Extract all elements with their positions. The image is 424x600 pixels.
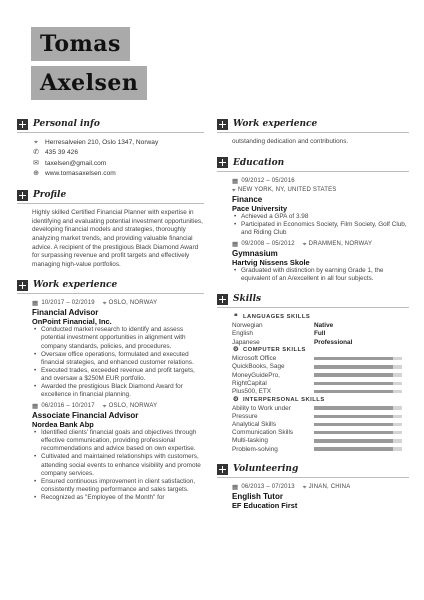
plus-square-icon: [217, 157, 228, 168]
list-item: • Ensured continuous improvement in client satisfaction, consistently meeting performance and sales targets.: [32, 478, 204, 494]
entry-org: Nordea Bank Abp: [32, 420, 94, 430]
skill-level-bar: [314, 406, 402, 410]
skill-level-bar: [314, 357, 402, 361]
skill-level: Native: [314, 322, 334, 330]
skill-row: [217, 420, 409, 428]
skill-row: [217, 387, 409, 395]
skill-level-fill: [314, 390, 393, 394]
calendar-icon: ▦: [232, 484, 239, 492]
skill-name: Microsoft Office: [232, 355, 277, 363]
entry-dates: 09/2008 – 05/2012: [241, 240, 295, 247]
entry-bullets: [32, 429, 204, 502]
profile-section: [17, 187, 204, 269]
contact-website: [17, 169, 204, 179]
volunteering-section: [217, 461, 409, 510]
skill-row: [217, 404, 409, 412]
skill-level-bar: [314, 365, 402, 369]
contact-phone: [17, 148, 204, 158]
language-row: [217, 338, 409, 346]
skill-level-bar: [314, 447, 402, 451]
entry-bullets: [32, 326, 204, 399]
email-icon: ✉: [33, 159, 39, 167]
entry-location: JINAN, CHINA: [308, 484, 351, 491]
section-title: Volunteering: [233, 464, 299, 475]
globe-icon: ⊕: [33, 169, 39, 177]
skill-level-bar: [314, 415, 402, 419]
skill-row: [217, 429, 409, 437]
location-icon: ⌖: [232, 186, 236, 194]
gear-icon: ⚙: [232, 346, 240, 354]
skill-name: Norwegian: [232, 322, 263, 330]
education-entry: [217, 177, 409, 237]
entry-bullets: [232, 213, 409, 237]
languages-skills-header: [217, 313, 409, 322]
entry-org: OnPoint Financial, Inc.: [32, 317, 112, 327]
interpersonal-skills-header: [217, 396, 409, 405]
list-item: • Recognized as "Employee of the Month" for: [32, 494, 204, 502]
section-title: Work experience: [233, 119, 318, 129]
calendar-icon: ▦: [232, 240, 239, 248]
entry-role: Financial Advisor: [32, 308, 99, 318]
education-section: [217, 155, 409, 283]
plus-square-icon: [217, 119, 228, 130]
entry-location: NEW YORK, NY, UNITED STATES: [237, 186, 337, 193]
calendar-icon: ▦: [32, 300, 39, 308]
entry-org: EF Education First: [232, 501, 298, 511]
skill-level: Full: [314, 330, 326, 338]
list-item: • Identified clients' financial goals and objectives through effective communication, providing professional recommendations and advice based on own expertise.: [32, 429, 204, 453]
last-name: Axelsen: [40, 70, 139, 96]
education-entry: [217, 240, 409, 283]
skill-level-bar: [314, 373, 402, 377]
computer-skills-list: [217, 355, 409, 396]
skill-row: [217, 355, 409, 363]
location-icon: ⌖: [302, 240, 307, 248]
section-title: Skills: [233, 294, 262, 305]
skill-level-fill: [314, 431, 393, 435]
section-header: [17, 116, 204, 133]
skill-group-title: INTERPERSONAL SKILLS: [243, 396, 325, 403]
entry-org: Pace University: [232, 203, 288, 213]
skill-level-fill: [314, 415, 393, 419]
skill-level-fill: [314, 447, 393, 451]
skill-group-title: LANGUAGES SKILLS: [243, 314, 311, 321]
work-continued-text: outstanding dedication and contributions.: [232, 138, 349, 145]
skill-level-bar: [314, 423, 402, 427]
section-title: Education: [233, 157, 285, 168]
section-header: [17, 187, 204, 204]
skill-row: [217, 445, 409, 453]
first-name-box: [31, 27, 130, 61]
entry-role: Finance: [232, 194, 263, 204]
work-entry: [17, 299, 204, 399]
plus-square-icon: [217, 294, 228, 305]
entry-bullets: [232, 267, 409, 283]
skills-section: [217, 291, 409, 453]
skill-level: Professional: [314, 338, 353, 346]
skill-level-fill: [314, 373, 393, 377]
entry-dates: 10/2017 – 02/2019: [41, 300, 95, 307]
skill-row: [217, 437, 409, 445]
interpersonal-skills-list: [217, 404, 409, 453]
section-header: [217, 116, 409, 133]
entry-dates: 06/2016 – 10/2017: [41, 403, 95, 410]
section-header: [217, 461, 409, 478]
personal-info-section: [17, 116, 204, 179]
list-item: • Awarded the prestigious Black Diamond Award for excellence in financial planning.: [32, 383, 204, 399]
section-title: Work experience: [33, 280, 118, 291]
skill-name: Communication Skills: [232, 429, 294, 437]
plus-square-icon: [17, 190, 28, 201]
entry-meta: [232, 186, 409, 195]
section-title: Personal info: [33, 119, 100, 129]
section-header: [217, 155, 409, 172]
gear-icon: ⚙: [232, 395, 240, 403]
skill-name: MoneyGuidePro,: [232, 371, 280, 379]
contact-text: taxelsen@gmail.com: [45, 159, 107, 167]
skill-level-fill: [314, 439, 393, 443]
list-item: • Conducted market research to identify and assess potential investment opportunities in alignment with company standards, policies, and procedures.: [32, 326, 204, 350]
entry-meta: [232, 240, 409, 249]
skill-level-bar: [314, 382, 402, 386]
calendar-icon: ▦: [232, 177, 239, 185]
location-icon: ⌖: [102, 300, 107, 308]
phone-icon: ✆: [33, 149, 39, 157]
list-item: • Achieved a GPA of 3.98: [232, 213, 409, 221]
skill-row: [217, 412, 409, 420]
skill-level-fill: [314, 365, 393, 369]
language-row: [217, 330, 409, 338]
list-item: • Graduated with distinction by earning Grade 1, the equivalent of an A/excellent in all four subjects.: [232, 267, 409, 283]
location-icon: ⌖: [34, 139, 38, 146]
entry-meta: [232, 177, 409, 186]
first-name: Tomas: [40, 31, 121, 57]
plus-square-icon: [17, 119, 28, 130]
plus-square-icon: [217, 464, 228, 475]
skill-row: [217, 371, 409, 379]
skill-level-fill: [314, 357, 393, 361]
entry-location: OSLO, NORWAY: [108, 300, 158, 307]
contact-email: [17, 159, 204, 169]
skill-name: Multi-tasking: [232, 437, 268, 445]
entry-role: Associate Financial Advisor: [32, 411, 139, 421]
last-name-box: [31, 66, 147, 100]
skill-name: Japanese: [232, 338, 260, 346]
contact-address: [17, 138, 204, 148]
location-icon: ⌖: [102, 403, 107, 411]
entry-meta: [232, 483, 409, 492]
entry-location: DRAMMEN, NORWAY: [308, 240, 373, 247]
section-title: Profile: [33, 190, 67, 201]
plus-square-icon: [17, 280, 28, 291]
work-entry: [17, 402, 204, 502]
entry-role: Gymnasium: [232, 248, 278, 258]
skill-row: [217, 379, 409, 387]
entry-location: OSLO, NORWAY: [108, 403, 158, 410]
skill-level-fill: [314, 382, 393, 386]
section-header: [217, 291, 409, 308]
entry-meta: [32, 299, 204, 308]
skill-level-fill: [314, 406, 393, 410]
skill-name: English: [232, 330, 253, 338]
skill-group-title: COMPUTER SKILLS: [243, 347, 306, 354]
skill-name: Plus500, ETX: [232, 387, 272, 395]
left-column: [17, 116, 204, 510]
language-row: [217, 322, 409, 330]
right-column: [217, 116, 409, 518]
list-item: • Participated in Economics Society, Film Society, Golf Club, and Riding Club: [232, 221, 409, 237]
list-item: • Cultivated and maintained relationships with customers, attending social events to enhance visibility and promote company services.: [32, 453, 204, 477]
entry-meta: [32, 402, 204, 411]
profile-text: Highly skilled Certified Financial Planner with expertise in identifying and evaluating potential investment opportunities, developing financial models and strategies, thoroughly analyzing market trends, and providing valuable financial advice. A recipient of the prestigious Black Diamond Award for surpassing revenue and profit targets and effectively managing high-value portfolios.: [32, 209, 203, 268]
list-item: • Executed trades, exceeded revenue and profit targets, and oversaw a $250M EUR portfolio.: [32, 367, 204, 383]
contact-text: www.tomasaxelsen.com: [45, 169, 116, 177]
contact-text: Herresalveien 210, Oslo 1347, Norway: [45, 139, 159, 146]
list-item: • Oversaw office operations, formulated and executed financial strategies, and enhanced customer relations.: [32, 351, 204, 367]
calendar-icon: ▦: [32, 403, 39, 411]
skill-level-fill: [314, 423, 393, 427]
skill-name: Problem-solving: [232, 445, 278, 453]
skill-name: Ability to Work under: [232, 404, 291, 412]
entry-dates: 09/2012 – 05/2016: [241, 177, 295, 184]
skill-name: QuickBooks, Sage: [232, 363, 285, 371]
skill-level-bar: [314, 439, 402, 443]
skill-level-bar: [314, 431, 402, 435]
skill-level-bar: [314, 390, 402, 394]
skill-name: RightCapital: [232, 379, 267, 387]
skill-name: Pressure: [232, 412, 258, 420]
computer-skills-header: [217, 346, 409, 355]
work-experience-section: [17, 277, 204, 502]
volunteer-entry: [217, 483, 409, 510]
entry-role: English Tutor: [232, 492, 283, 502]
contact-text: 435 39 426: [45, 149, 79, 157]
location-icon: ⌖: [302, 484, 307, 492]
skill-name: Analytical Skills: [232, 421, 277, 429]
entry-dates: 06/2013 – 07/2013: [241, 484, 295, 491]
section-header: [17, 277, 204, 294]
speech-bubble-icon: ❝: [234, 313, 238, 321]
entry-org: Hartvig Nissens Skole: [232, 257, 310, 267]
skill-row: [217, 363, 409, 371]
work-experience-continued-section: [217, 116, 409, 147]
